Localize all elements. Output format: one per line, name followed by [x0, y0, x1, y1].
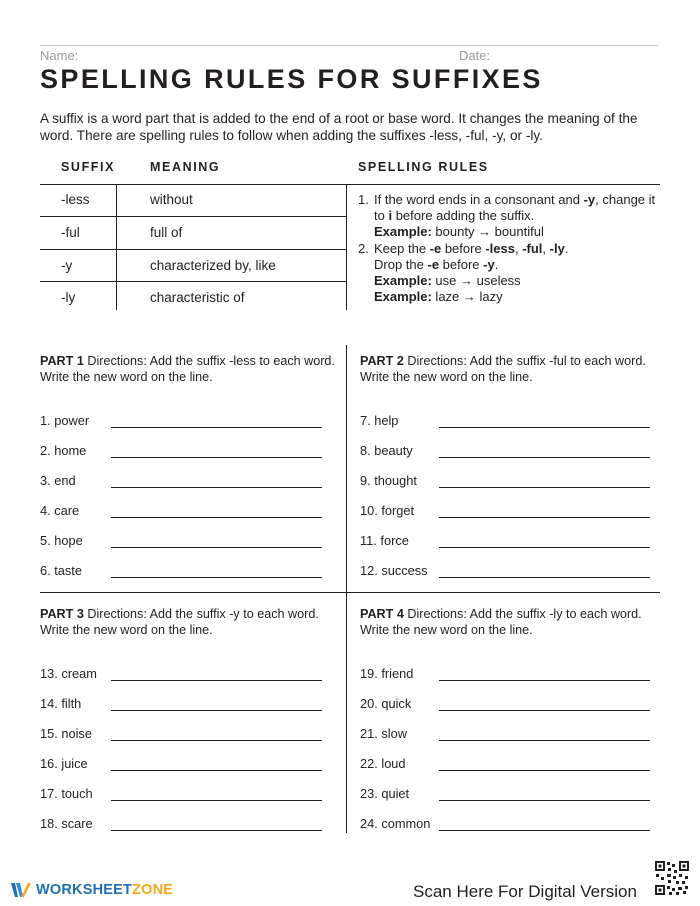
table-row-rule [40, 216, 346, 217]
list-item: 24. common [360, 816, 431, 831]
header-rule [40, 45, 658, 46]
rule-1: 1. If the word ends in a consonant and -y, change it to i before adding the suffix. [358, 192, 656, 224]
list-item: 8. beauty [360, 443, 413, 458]
table-header-suffix: SUFFIX [61, 160, 116, 174]
table-row-rule [40, 281, 346, 282]
intro-paragraph: A suffix is a word part that is added to the end of a root or base word. It changes the meaning of the word. There are spelling rules to follow when adding the suffixes -less, -ful, -y, or -ly. [40, 111, 638, 143]
answer-line[interactable] [111, 800, 322, 801]
answer-line[interactable] [111, 740, 322, 741]
table-cell-meaning: full of [150, 225, 183, 240]
worksheet-zone-logo[interactable] [10, 881, 173, 899]
list-item: 12. success [360, 563, 428, 578]
logo-w-icon [10, 881, 32, 899]
part-3-directions: PART 3 Directions: Add the suffix -y to each word. Write the new word on the line. [40, 607, 319, 637]
list-item: 6. taste [40, 563, 82, 578]
list-item: 19. friend [360, 666, 414, 681]
rule-2-drop: Drop the -e before -y. [374, 256, 499, 272]
parts-vertical-divider [346, 345, 347, 833]
answer-line[interactable] [439, 457, 650, 458]
list-item: 13. cream [40, 666, 97, 681]
list-item: 2. home [40, 443, 87, 458]
list-item: 4. care [40, 503, 80, 518]
list-item: 20. quick [360, 696, 412, 711]
table-cell-suffix: -ful [61, 225, 80, 240]
table-cell-meaning: characteristic of [150, 290, 245, 305]
answer-line[interactable] [439, 800, 650, 801]
answer-line[interactable] [111, 710, 322, 711]
list-item: 10. forget [360, 503, 415, 518]
answer-line[interactable] [439, 427, 650, 428]
qr-code-icon[interactable] [654, 860, 690, 896]
list-item: 22. loud [360, 756, 406, 771]
list-item: 5. hope [40, 533, 83, 548]
answer-line[interactable] [111, 830, 322, 831]
brand-name: WORKSHEETZONE [36, 882, 174, 898]
list-item: 9. thought [360, 473, 417, 488]
answer-line[interactable] [111, 517, 322, 518]
part-4-directions: PART 4 Directions: Add the suffix -ly to each word. Write the new word on the line. [360, 607, 642, 637]
table-top-rule [40, 184, 660, 185]
scan-text: Scan Here For Digital Version [413, 882, 637, 901]
spelling-rules [358, 192, 658, 305]
answer-line[interactable] [439, 517, 650, 518]
answer-line[interactable] [439, 830, 650, 831]
answer-line[interactable] [439, 740, 650, 741]
rule-2-example: Example: laze → lazy [374, 289, 503, 305]
rule-2: 2. Keep the -e before -less, -ful, -ly. [358, 240, 569, 256]
list-item: 3. end [40, 473, 76, 488]
list-item: 11. force [360, 533, 409, 548]
answer-line[interactable] [111, 427, 322, 428]
answer-line[interactable] [111, 770, 322, 771]
date-label: Date: [459, 48, 491, 63]
answer-line[interactable] [439, 770, 650, 771]
parts-horizontal-divider [40, 592, 660, 593]
answer-line[interactable] [439, 680, 650, 681]
list-item: 1. power [40, 413, 90, 428]
list-item: 21. slow [360, 726, 407, 741]
answer-line[interactable] [111, 680, 322, 681]
list-item: 14. filth [40, 696, 82, 711]
table-cell-suffix: -less [61, 192, 90, 207]
part-2-directions: PART 2 Directions: Add the suffix -ful to each word. Write the new word on the line. [360, 354, 646, 384]
rule-2-example: Example: use → useless [374, 273, 521, 289]
answer-line[interactable] [111, 547, 322, 548]
table-header-meaning: MEANING [150, 160, 221, 174]
table-header-spelling-rules: SPELLING RULES [358, 160, 489, 174]
table-row-rule [40, 249, 346, 250]
answer-line[interactable] [439, 710, 650, 711]
part-1-directions: PART 1 Directions: Add the suffix -less to each word. Write the new word on the line. [40, 354, 335, 384]
list-item: 23. quiet [360, 786, 410, 801]
list-item: 16. juice [40, 756, 88, 771]
answer-line[interactable] [111, 457, 322, 458]
table-cell-meaning: without [150, 192, 193, 207]
table-divider [116, 184, 117, 310]
page-title: SPELLING RULES FOR SUFFIXES [40, 64, 543, 94]
answer-line[interactable] [111, 577, 322, 578]
name-label: Name: [40, 48, 79, 63]
table-cell-meaning: characterized by, like [150, 258, 276, 273]
table-divider [346, 184, 347, 310]
list-item: 17. touch [40, 786, 93, 801]
list-item: 7. help [360, 413, 399, 428]
list-item: 15. noise [40, 726, 92, 741]
answer-line[interactable] [439, 547, 650, 548]
rule-1-example: Example: bounty → bountiful [374, 224, 544, 240]
answer-line[interactable] [439, 487, 650, 488]
answer-line[interactable] [111, 487, 322, 488]
answer-line[interactable] [439, 577, 650, 578]
table-cell-suffix: -ly [61, 290, 76, 305]
list-item: 18. scare [40, 816, 93, 831]
table-cell-suffix: -y [61, 258, 73, 273]
